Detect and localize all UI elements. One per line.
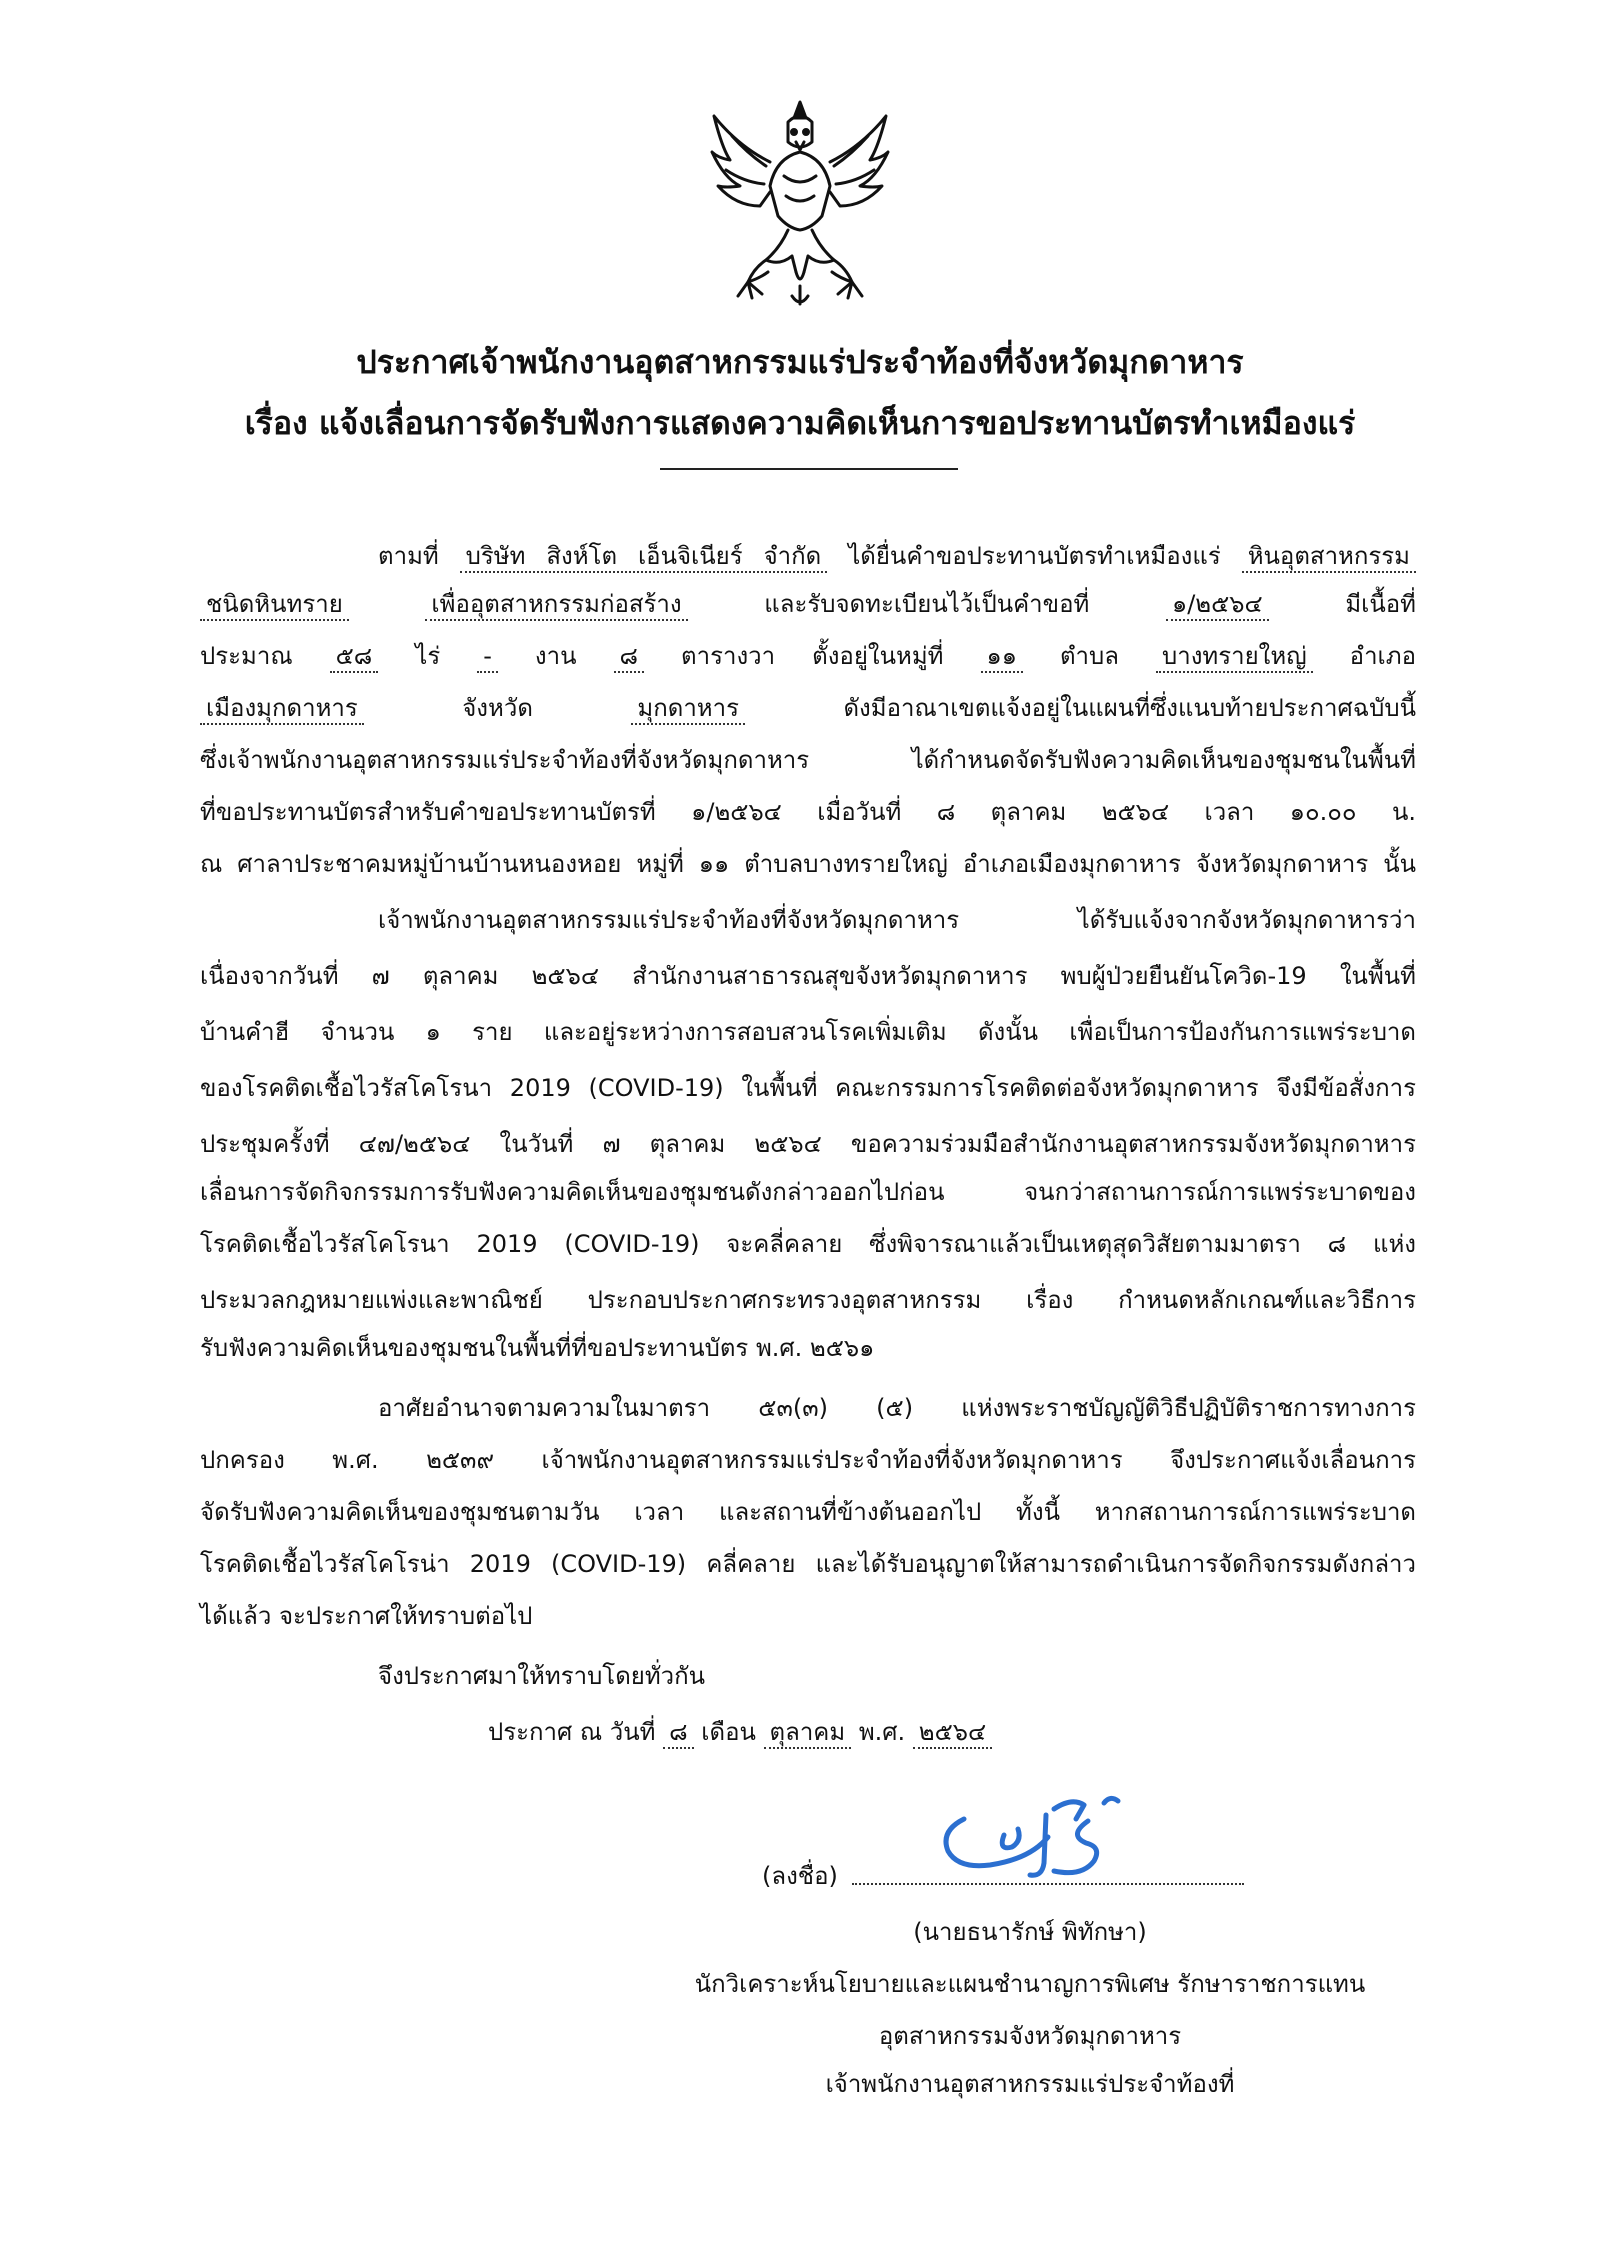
p3-line: โรคติดเชื้อไวรัสโคโรน่า 2019 (COVID-19) คลี่คลาย และได้รับอนุญาตให้สามารถดำเนินการจัดกิจกรรมดังกล่าว — [200, 1550, 1416, 1578]
area-ngan-field: - — [477, 642, 498, 673]
signer-position-2: อุตสาหกรรมจังหวัดมุกดาหาร — [878, 2022, 1182, 2050]
area-wa-field: ๘ — [614, 642, 645, 673]
p1-line-4: เมืองมุกดาหาร จังหวัด มุกดาหาร ดังมีอาณาเขตแจ้งอยู่ในแผนที่ซึ่งแนบท้ายประกาศฉบับนี้ — [200, 692, 1416, 724]
mineral-field: หินอุตสาหกรรม — [1242, 542, 1416, 573]
signature-line — [852, 1883, 1244, 1885]
p2-line: เนื่องจากวันที่ ๗ ตุลาคม ๒๕๖๔ สำนักงานสาธารณสุขจังหวัดมุกดาหาร พบผู้ป่วยยืนยันโควิด-19 ในพื้นที่ — [200, 962, 1416, 990]
p2-line: โรคติดเชื้อไวรัสโคโรนา 2019 (COVID-19) จะคลี่คลาย ซึ่งพิจารณาแล้วเป็นเหตุสุดวิสัยตามมาตรา ๘ แห่ง — [200, 1230, 1416, 1258]
area-rai-field: ๕๘ — [330, 642, 379, 673]
p3-line: ได้แล้ว จะประกาศให้ทราบต่อไป — [200, 1602, 533, 1630]
p2-line: รับฟังความคิดเห็นของชุมชนในพื้นที่ที่ขอประทานบัตร พ.ศ. ๒๕๖๑ — [200, 1334, 875, 1362]
dateline: ประกาศ ณ วันที่ ๘ เดือน ตุลาคม พ.ศ. ๒๕๖๔ — [488, 1716, 992, 1748]
tambon-field: บางทรายใหญ่ — [1156, 642, 1313, 673]
announcement-title: ประกาศเจ้าพนักงานอุตสาหกรรมแร่ประจำท้องที่จังหวัดมุกดาหาร — [356, 343, 1244, 381]
rock-type-field: ชนิดหินทราย — [200, 590, 349, 621]
title-divider — [660, 468, 958, 470]
signer-position-1: นักวิเคราะห์นโยบายและแผนชำนาญการพิเศษ รักษาราชการแทน — [694, 1970, 1366, 1998]
p2-line: ประชุมครั้งที่ ๔๗/๒๕๖๔ ในวันที่ ๗ ตุลาคม ๒๕๖๔ ขอความร่วมมือสำนักงานอุตสาหกรรมจังหวัดมุกดาหาร — [200, 1130, 1416, 1158]
purpose-field: เพื่ออุตสาหกรรมก่อสร้าง — [425, 590, 687, 621]
p1-line-5: ซึ่งเจ้าพนักงานอุตสาหกรรมแร่ประจำท้องที่จังหวัดมุกดาหาร ได้กำหนดจัดรับฟังความคิดเห็นของชุมชนในพื้นที่ — [200, 746, 1416, 774]
p3-line: จัดรับฟังความคิดเห็นของชุมชนตามวัน เวลา และสถานที่ข้างต้นออกไป ทั้งนี้ หากสถานการณ์การแพร่ระบาด — [200, 1498, 1416, 1526]
closing-text: จึงประกาศมาให้ทราบโดยทั่วกัน — [378, 1662, 706, 1690]
p2-line: บ้านคำฮี จำนวน ๑ ราย และอยู่ระหว่างการสอบสวนโรคเพิ่มเติม ดังนั้น เพื่อเป็นการป้องกันการแพร่ระบาด — [200, 1018, 1416, 1046]
signer-position-3: เจ้าพนักงานอุตสาหกรรมแร่ประจำท้องที่ — [825, 2070, 1235, 2098]
date-day-field: ๘ — [663, 1718, 694, 1749]
company-name-field: บริษัท สิงห์โต เอ็นจิเนียร์ จำกัด — [460, 542, 828, 573]
p2-line: ของโรคติดเชื้อไวรัสโคโรนา 2019 (COVID-19) ในพื้นที่ คณะกรรมการโรคติดต่อจังหวัดมุกดาหาร จึงมีข้อสั่งการ — [200, 1074, 1416, 1102]
p2-line: ประมวลกฎหมายแพ่งและพาณิชย์ ประกอบประกาศกระทรวงอุตสาหกรรม เรื่อง กำหนดหลักเกณฑ์และวิธีการ — [200, 1286, 1416, 1314]
p1-line-7: ณ ศาลาประชาคมหมู่บ้านบ้านหนองหอย หมู่ที่ ๑๑ ตำบลบางทรายใหญ่ อำเภอเมืองมุกดาหาร จังหวัดมุกดาหาร นั้น — [200, 850, 1417, 878]
p2-line: เจ้าพนักงานอุตสาหกรรมแร่ประจำท้องที่จังหวัดมุกดาหาร ได้รับแจ้งจากจังหวัดมุกดาหารว่า — [378, 906, 1416, 934]
moo-field: ๑๑ — [981, 642, 1023, 673]
p3-line: อาศัยอำนาจตามความในมาตรา ๕๓(๓) (๕) แห่งพระราชบัญญัติวิธีปฏิบัติราชการทางการ — [378, 1394, 1416, 1422]
garuda-emblem-icon — [708, 96, 892, 310]
p2-line: เลื่อนการจัดกิจกรรมการรับฟังความคิดเห็นของชุมชนดังกล่าวออกไปก่อน จนกว่าสถานการณ์การแพร่ระบาดของ — [200, 1178, 1416, 1206]
date-year-field: ๒๕๖๔ — [913, 1718, 992, 1749]
province-field: มุกดาหาร — [631, 694, 745, 725]
date-month-field: ตุลาคม — [764, 1718, 852, 1749]
p1-line-1: ตามที่ บริษัท สิงห์โต เอ็นจิเนียร์ จำกัด ได้ยื่นคำขอประทานบัตรทำเหมืองแร่ หินอุตสาหกรรม — [378, 540, 1416, 572]
amphoe-field: เมืองมุกดาหาร — [200, 694, 364, 725]
handwritten-signature-icon — [934, 1785, 1164, 1893]
p1-line-2: ชนิดหินทราย เพื่ออุตสาหกรรมก่อสร้าง และรับจดทะเบียนไว้เป็นคำขอที่ ๑/๒๕๖๔ มีเนื้อที่ — [200, 588, 1416, 620]
p3-line: ปกครอง พ.ศ. ๒๕๓๙ เจ้าพนักงานอุตสาหกรรมแร่ประจำท้องที่จังหวัดมุกดาหาร จึงประกาศแจ้งเลื่อนการ — [200, 1446, 1416, 1474]
sign-label: (ลงชื่อ) — [762, 1862, 838, 1890]
p1-line-6: ที่ขอประทานบัตรสำหรับคำขอประทานบัตรที่ ๑/๒๕๖๔ เมื่อวันที่ ๘ ตุลาคม ๒๕๖๔ เวลา ๑๐.๐๐ น. — [200, 798, 1416, 826]
request-number-field: ๑/๒๕๖๔ — [1166, 590, 1269, 621]
signer-name: (นายธนารักษ์ พิทักษา) — [913, 1918, 1147, 1946]
p1-line-3: ประมาณ ๕๘ ไร่ - งาน ๘ ตารางวา ตั้งอยู่ในหมู่ที่ ๑๑ ตำบล บางทรายใหญ่ อำเภอ — [200, 640, 1416, 672]
announcement-subject: เรื่อง แจ้งเลื่อนการจัดรับฟังการแสดงความคิดเห็นการขอประทานบัตรทำเหมืองแร่ — [244, 404, 1356, 442]
